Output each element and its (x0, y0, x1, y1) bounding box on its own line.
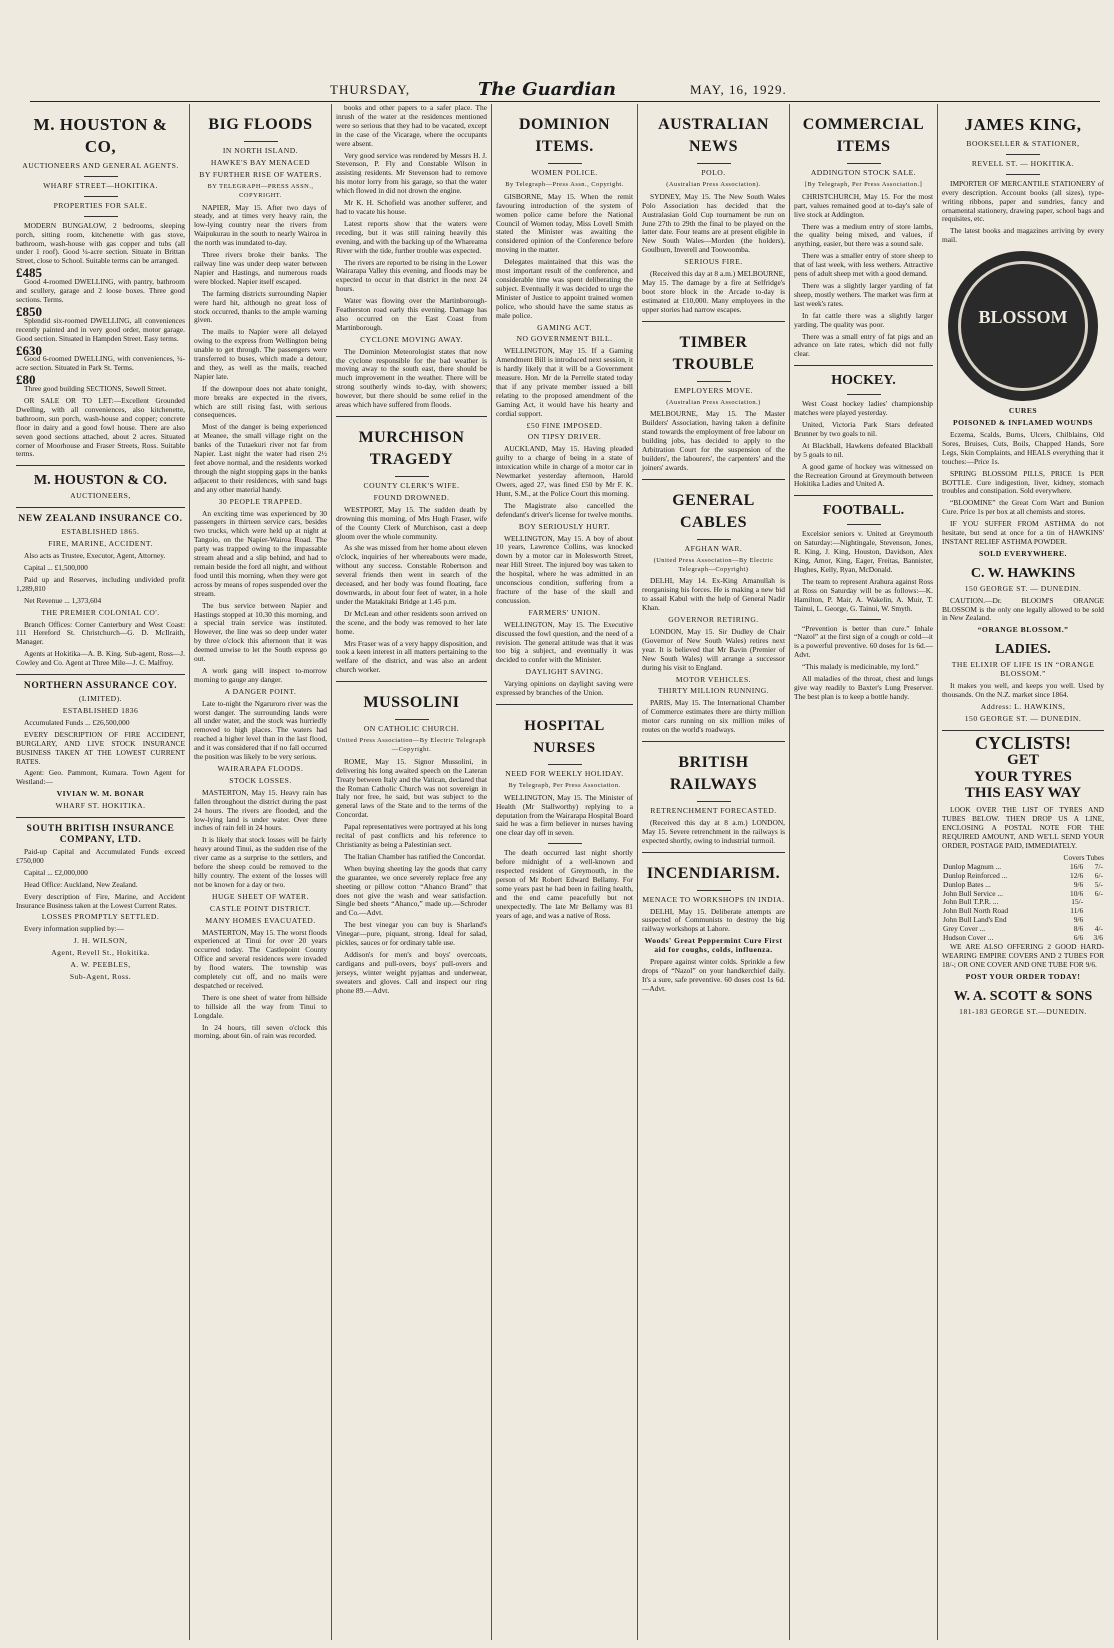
insurer-capital: Capital ... £1,500,000 (24, 563, 88, 572)
firm-name: M. HOUSTON & CO, (33, 115, 168, 156)
agent-name: A. W. PEEBLES, (70, 960, 131, 970)
divider (16, 507, 185, 508)
insurer-agent: Agent: Geo. Pammont, Kumara. Town Agent for Westland:— (16, 768, 185, 787)
article-paragraph: The rivers are reported to be rising in the Lower Wairarapa Valley this evening, and floods may be expected to occur in that district in the next 24 hours. (336, 257, 487, 294)
price: £630 (16, 342, 42, 358)
article-paragraph: In fat cattle there was a slightly larger yarding. The quality was poor. (794, 310, 933, 329)
divider (395, 476, 429, 477)
tyre-name: Dunlop Reinforced ... (943, 870, 1008, 880)
article-title: FOOTBALL. (822, 503, 905, 519)
divider (84, 216, 118, 217)
masthead (30, 78, 1100, 102)
property-listing: Three good building SECTIONS, Sewell Street. (24, 384, 167, 394)
tyre-name: John Bull North Road (943, 906, 1009, 916)
article-paragraph: An exciting time was experienced by 30 passengers in thirteen service cars, besides two trucks, which were held up at night at Tangoio, on the Napier-Wairoa Road. The party was trapped owing to the impassable stream ahead and a slip behind, and had to remain beside the ford all night, and without food until this morning, when they were got across by means of ropes suspended over the stream. (194, 508, 327, 598)
article-paragraph: Dr McLean and other residents soon arrived on the scene, and the body was removed to her late home. (336, 608, 487, 636)
article-subheading: 30 PEOPLE TRAPPED. (218, 496, 303, 506)
advert-paragraph: LOOK OVER THE LIST OF TYRES AND TUBES BELOW. THEN DROP US A LINE, ENCLOSING A POSTAL NOTE FOR THE REQUIRED AMOUNT, AND WE'LL SEND YOUR ORDER, POSTAGE PAID, IMMEDIATELY. (942, 805, 1104, 850)
price: £850 (16, 303, 42, 319)
divider (847, 163, 881, 164)
tyre-tube-price: 5/- (1094, 879, 1103, 889)
agent-name: VIVIAN W. M. BONAR (56, 789, 145, 799)
insurer-paid: Paid up and Reserves, including undivided profit 1,289,810 (16, 574, 185, 593)
article-paragraph: WESTPORT, May 15. The sudden death by drowning this morning, of Mrs Hugh Fraser, wife of the County Clerk of Murchison, cast a deep gloom over the whole community. (336, 504, 487, 541)
article-title: HOSPITAL NURSES (524, 717, 605, 756)
article-byline: By Telegraph, Per Press Association. (508, 781, 621, 789)
article-paragraph: As she was missed from her home about eleven o'clock, inquiries of her whereabouts were made, without any success. Constable Robertson and several friends then went in search of the deceased, and her body was found floating, face downwards, in about four feet of water, in a hole under the Matakitaki Bridge at 1.45 p.m. (336, 543, 487, 606)
article-subheading: SERIOUS FIRE. (684, 257, 743, 267)
article-subtitle: HAWKE'S BAY MENACED (210, 157, 311, 167)
advert-paragraph: “This malady is medicinable, my lord.” (802, 662, 919, 672)
advert-paragraph: The best vinegar you can buy is Sharland's Vinegar—pure, piquant, strong. Ideal for salad, pickles, sauces or for ordinary table use. (336, 920, 487, 948)
tyre-name: John Bull Service ... (943, 888, 1003, 898)
insurer-established: ESTABLISHED 1865. (61, 527, 140, 537)
article-subtitle: ON CATHOLIC CHURCH. (363, 724, 460, 734)
advert-paragraph: It makes you well, and keeps you well. Used by thousands. On the N.Z. market since 1864. (942, 681, 1104, 699)
tyre-tube-price: 6/- (1094, 888, 1103, 898)
section-heading: PROPERTIES FOR SALE. (53, 200, 148, 210)
article-subtitle: MENACE TO WORKSHOPS IN INDIA. (642, 894, 785, 904)
insurer-losses: LOSSES PROMPTLY SETTLED. (41, 912, 160, 922)
agent-name: J. H. WILSON, (73, 936, 128, 946)
article-byline: [By Telegraph, Per Press Association.] (804, 180, 923, 188)
tyre-name: John Bull Land's End (943, 915, 1007, 925)
divider (16, 817, 185, 818)
advert-paragraph: WE ARE ALSO OFFERING 2 GOOD HARD-WEARING EMPIRE COVERS AND 2 TUBES FOR 18/-; OR ONE COVER AND ONE TUBE FOR 9/6. (942, 941, 1104, 969)
article-subheading: CYCLONE MOVING AWAY. (360, 334, 463, 344)
divider (642, 321, 785, 322)
price: £485 (16, 265, 42, 281)
article-paragraph: There was a smaller entry of store sheep to that of last week, with less wethers. Attractive pens of adult sheep met with a good demand. (794, 251, 933, 279)
advert-subheading: THE ELIXIR OF LIFE IS IN “ORANGE BLOSSOM.” (951, 660, 1095, 679)
property-listing: Splendid six-roomed DWELLING, all conveniences recently painted and in very good order, motor garage. Good section. Situated in Hampden Street. Easy terms. (16, 315, 185, 343)
article-paragraph: WELLINGTON, May 15. A boy of about 10 years, Lawrence Collins, was knocked down by a motor car in Molesworth Street, near Hill Street. The injured boy was taken to the hospital, where he was admitted in an unconscious condition, suffering from a fracture of the base of the skull and concussion. (496, 533, 633, 605)
article-paragraph: Latest reports show that the waters were receding, but it was still raining heavily this evening, and with the backing up of the Whareama River with the tide, further trouble was expected. (336, 218, 487, 255)
article-paragraph: MASTERTON, May 15. The worst floods experienced at Tinui for over 20 years occurred today. The Castlepoint County Office and several residences were invaded by flood waters. The township was completely cut off, and no mails were despatched or received. (194, 927, 327, 990)
article-paragraph: The mails to Napier were all delayed owing to the express from Wellington being unable to get through. The passengers were transferred to buses, which made a detour, and they, as well as the mails, reached Napier late. (194, 327, 327, 381)
divider (697, 381, 731, 382)
divider (642, 741, 785, 742)
article-paragraph: WELLINGTON, May 15. If a Gaming Amendment Bill is introduced next session, it is hardly likely that it will be a Government measure. Hon. Mr de la Perrelle stated today that if any private member issued a bill relating to the proposed amendment of the Gaming Act, it would have his hearty and cordial support. (496, 346, 633, 418)
advertiser-address: 181-183 GEORGE ST.—DUNEDIN. (959, 1006, 1087, 1016)
advertiser-name: JAMES KING, (964, 115, 1082, 134)
insurer-info: Every information supplied by:— (24, 924, 124, 934)
divider (84, 176, 118, 177)
article-paragraph: There was a medium entry of store lambs, the quality being mixed, and values, if anything, easier, but there was a sound sale. (794, 221, 933, 249)
advertiser-address: REVELL ST. — HOKITIKA. (971, 158, 1075, 168)
tyre-name: Dunlop Bates ... (943, 879, 991, 889)
article-paragraph: There was a small entry of fat pigs and an advance on late rates, which did not fully clear. (794, 331, 933, 359)
article-subheading: NO GOVERNMENT BILL. (516, 334, 613, 344)
insurer-revenue: Net Revenue ... 1,373,604 (24, 595, 102, 605)
article-paragraph: Varying opinions on daylight saving were expressed by branches of the Union. (496, 679, 633, 698)
tyre-price-table (942, 863, 1104, 943)
seal-word: BLOSSOM (978, 307, 1068, 328)
insurer-text: EVERY DESCRIPTION OF FIRE ACCIDENT, BURGLARY, AND LIVE STOCK INSURANCE BUSINESS TAKEN AT THE LOWEST CURRENT RATES. (16, 729, 185, 766)
property-listing: Good 6-roomed DWELLING, with conveniences, ¼-acre section. Situated in Park St. Terms. (16, 354, 185, 373)
advert-headline: YOUR TYRES (974, 768, 1072, 785)
tyre-cover-price: 12/6 (1070, 870, 1084, 880)
article-title: BIG FLOODS (208, 116, 313, 133)
article-subtitle: IN NORTH ISLAND. (222, 146, 299, 155)
blossom-ointment-seal (948, 251, 1098, 401)
divider (496, 704, 633, 705)
divider (336, 681, 487, 682)
article-paragraph: Very good service was rendered by Messrs H. J. Stevenson, P. Fly and Constable Wilson in assisting residents. Mr Stevenson had to remove his motor lorry from his garage, so that the water which flowed in did not drown the engine. (336, 150, 487, 196)
property-listing: MODERN BUNGALOW, 2 bedrooms, sleeping porch, sitting room, kitchenette with gas stove, bathroom, wash-house with gas copper and tubs (all under 1 roof). Good ¼-acre section. Situate in Brittan Street, close to School. Suitable terms can be arranged. (16, 220, 185, 266)
article-subtitle: WOMEN POLICE. (531, 168, 598, 177)
article-subheading: ON TIPSY DRIVER. (527, 432, 602, 442)
tyre-table-header: Covers Tubes (1063, 852, 1104, 862)
advert-paragraph: Eczema, Scalds, Burns, Ulcers, Chilblains, Old Sores, Bruises, Cuts, Boils, Chapped Hands, Sore Legs, Skin Complaints, and HEALS everything that it touches:—Price 1s. (942, 429, 1104, 466)
divider (548, 843, 582, 844)
divider (336, 416, 487, 417)
divider (548, 163, 582, 164)
agent-address: WHARF ST. HOKITIKA. (55, 801, 146, 811)
column-5 (638, 104, 790, 1640)
article-paragraph: (Received this day at 8 a.m.) LONDON, May 15. Severe retrenchment in the railways is expected shortly, owing to industrial turmoil. (642, 817, 785, 845)
divider (794, 495, 933, 496)
tyre-tube-price: 7/- (1094, 861, 1103, 871)
advert-paragraph: SPRING BLOSSOM PILLS, PRICE 1s PER BOTTLE. Cure indigestion, liver, kidney, stomach troubles and constipation. Sold everywhere. (942, 468, 1104, 496)
insurer-type: FIRE, MARINE, ACCIDENT. (48, 539, 153, 549)
insurer-sub: THE PREMIER COLONIAL CO'. (41, 607, 160, 617)
article-subheading: £50 FINE IMPOSED. (526, 420, 603, 430)
article-subheading: STOCK LOSSES. (229, 775, 292, 785)
advertiser-address: 150 GEORGE ST. — DUNEDIN. (964, 583, 1082, 593)
article-paragraph: At Blackball, Hawkens defeated Blackball by 5 goals to nil. (794, 440, 933, 459)
insurer-name: NEW ZEALAND INSURANCE CO. (18, 514, 183, 525)
article-paragraph: CHRISTCHURCH, May 15. For the most part, values remained good at to-day's sale of live stock at Addington. (794, 191, 933, 219)
insurer-text: Also acts as Trustee, Executor, Agent, Attorney. (24, 551, 166, 561)
article-paragraph: WELLINGTON, May 15. The Executive discussed the fowl question, and the need of a revision. The general attitude was that it was too big a subject, and eventually it was decided to confer with the Minister. (496, 619, 633, 665)
newspaper-page (12, 104, 1108, 1640)
divider (16, 465, 185, 466)
article-paragraph: GISBORNE, May 15. When the remit favouring introduction of the system of women police came before the National Council of Women today, Miss Lovell Smith stated the Minister was awaiting the considered opinion of the Conference before moving in the matter. (496, 191, 633, 255)
advert-paragraph: Addison's for men's and boys' overcoats, cardigans and pull-overs, boys' pull-overs and jerseys, winter weight pyjamas and underwear, sweaters and gloves. Call and inspect our ring phone 89.—Advt. (336, 949, 487, 995)
article-subtitle: COUNTY CLERK'S WIFE. (363, 481, 460, 490)
masthead-date: MAY, 16, 1929. (690, 82, 787, 97)
article-paragraph: LONDON, May 15. Sir Dudley de Chair (Governor of New South Wales) retires next year. It is believed that Mr Bavin (Premier of New South Wales) will arrange a successor during his visit to England. (642, 627, 785, 672)
tyre-tube-price: 6/- (1094, 870, 1103, 880)
divider (16, 674, 185, 675)
article-subheading: MOTOR VEHICLES. (675, 674, 752, 684)
insurer-established: ESTABLISHED 1836 (62, 705, 139, 715)
article-subheading: BOY SERIOUSLY HURT. (518, 521, 611, 531)
article-paragraph: SYDNEY, May 15. The New South Wales Polo Association has decided that the Australasian Gold Cup tournament be run on June 27th to 29th the final to be played on the latter date. Four teams are at present eligible in New South Wales—Morden (the holders), Goulburn, Inverell and Toowoomba. (642, 191, 785, 255)
article-byline: United Press Association—By Electric Telegraph—Copyright. (336, 737, 487, 753)
advert-callout: POST YOUR ORDER TODAY! (965, 971, 1081, 981)
tyre-cover-price: 15/- (1071, 897, 1084, 907)
advert-heading: Woods' Great Peppermint Cure First aid for coughs, colds, influenza. (644, 936, 783, 955)
insurer-capital: Paid-up Capital and Accumulated Funds exceed £750,000 (16, 847, 185, 865)
advert-paragraph: All maladies of the throat, chest and lungs give way readily to Baxter's Lung Preserver. The best plan is to keep a bottle handy. (794, 674, 933, 701)
advertiser-name: C. W. HAWKINS (970, 565, 1076, 581)
article-title: INCENDIARISM. (646, 864, 781, 882)
tyre-name: Grey Cover ... (943, 924, 986, 934)
divider (942, 730, 1104, 731)
article-paragraph: It is likely that stock losses will be fairly heavy around Tinui, as the sudden rise of the river came as a surprise to the settlers, and before the sheep could be removed to the hilly country. The extent of the losses will not be known for a day or two. (194, 835, 327, 889)
article-paragraph: Most of the danger is being experienced at Meanee, the small village right on the banks of the Tutaekuri river not far from Napier. Last night the water had risen 2½ feet above normal, and the residents worked through the night stopping gaps in the banks adjacent to their residences, with sand bags and any other material handy. (194, 422, 327, 494)
article-paragraph: The Magistrate also cancelled the defendant's driver's license for twelve months. (496, 500, 633, 519)
article-paragraph: books and other papers to a safer place. The inrush of the water at the residences mentioned were so serious that they had to be vacated, except in the case of the Vicarage, where the occupants were absent. (336, 104, 487, 148)
price: £80 (16, 372, 36, 388)
article-paragraph: Late to-night the Ngaruroro river was the worst danger. The surrounding lands were all under water, and the stock was hurriedly removed to high places. The waters had reached a higher level than in the last flood, and it was considered that if no fall occurred the position was likely to be very serious. (194, 698, 327, 762)
insurer-agents: Agents at Hokitika—A. B. King. Sub-agent, Ross—J. Cowley and Co. Agent at Three Mile—J. C. Malfroy. (16, 649, 185, 668)
article-paragraph: Three rivers broke their banks. The railway line was under deep water between Napier and Hastings, and numerous roads were blocked. Napier itself escaped. (194, 250, 327, 286)
article-paragraph: The Dominion Meteorologist states that now the cyclone responsible for the bad weather is moving away to the south east, there should be much improvement in the weather. There will be strong southerly winds to-day, with showers; however, but there should be some relief in the areas which have suffered from floods. (336, 346, 487, 410)
advertiser-address: 150 GEORGE ST. — DUNEDIN. (964, 713, 1082, 723)
article-paragraph: The bus service between Napier and Hastings stopped at 10.30 this morning, and a special train service was instituted. However, the line was so deep under water by three o'clock this afternoon that it was deemed unwise to let the South express go out. (194, 600, 327, 664)
advertiser-name: W. A. SCOTT & SONS (953, 988, 1093, 1004)
divider (548, 764, 582, 765)
article-paragraph: WELLINGTON, May 15. The Minister of Health (Mr Stallworthy) replying to a deputation from the Wairarapa Hospital Board said he was a firm believer in nurses having one clear day off in seven. (496, 792, 633, 838)
insurer-funds: Accumulated Funds ... £26,500,000 (24, 717, 130, 727)
article-subheading: THIRTY MILLION RUNNING. (657, 686, 770, 696)
tyre-cover-price: 6/6 (1073, 933, 1084, 943)
article-paragraph: The farming districts surrounding Napier were hard hit, although no great loss of stock occurred, thanks to the ample warning given. (194, 288, 327, 325)
article-paragraph: There was a slightly larger yarding of fat sheep, mostly wethers. The market was firm at last week's rates. (794, 280, 933, 308)
article-paragraph: Delegates maintained that this was the most important result of the conference, and considerable time was spent deliberating the subject. Eventually it was decided to urge the Minister of Justice to appoint trained women police, who should have the same status as male police. (496, 257, 633, 320)
column-2 (190, 104, 332, 1640)
article-subheading: WAIRARAPA FLOODS. (217, 764, 304, 773)
article-subheading: MANY HOMES EVACUATED. (205, 915, 316, 925)
property-listing: Good 4-roomed DWELLING, with pantry, bathroom and scullery, garage and 2 loose boxes. Three good sections. Terms. (16, 277, 185, 304)
article-byline: (Australian Press Association.) (666, 398, 761, 406)
tyre-name: Dunlop Magnum ... (943, 861, 1002, 871)
column-1 (12, 104, 190, 1640)
firm-address: WHARF STREET—HOKITIKA. (43, 180, 158, 190)
divider (697, 890, 731, 891)
advert-paragraph: “Prevention is better than cure.” Inhale “Nazol” at the first sign of a cough or cold—it is a powerful preventive. 60 doses for 1s 6d.—Advt. (794, 623, 933, 660)
article-paragraph: NAPIER, May 15. After two days of steady, and at times very heavy rain, the low-lying country near the rivers from Waipukurau in the south to nearly Wairoa in the north was inundated to-day. (194, 202, 327, 248)
article-paragraph: Excelsior seniors v. United at Greymouth on Saturday:—Nightingale, Stevenson, Jones, R. King, J. King, Houston, Davidson, Alex King, Amor, King, Eager, Freitas, Bannister, Hughes, Kelly, Ryan, McDonald. (794, 529, 933, 574)
divider (395, 719, 429, 720)
divider (642, 852, 785, 853)
advert-paragraph: The latest books and magazines arriving by every mail. (942, 226, 1104, 245)
article-title: TIMBER TROUBLE (672, 333, 755, 373)
agent-address: Agent, Revell St., Hokitika. (51, 948, 150, 958)
tyre-cover-price: 9/6 (1073, 879, 1084, 889)
article-byline: (Australian Press Association). (666, 180, 761, 188)
article-subheading: A DANGER POINT. (224, 686, 297, 696)
article-paragraph: MELBOURNE, May 15. The Master Builders' Association, having taken a definite stand towards the employment of free labour on building jobs, has decided to apply to the Arbitration Court for the suspension of the builders', the labourers', the carpenters' and the joiners' awards. (642, 409, 785, 472)
article-title: MURCHISON TRAGEDY (358, 429, 465, 468)
divider (847, 394, 881, 395)
column-6 (790, 104, 938, 1640)
article-subtitle: RETRENCHMENT FORECASTED. (650, 805, 777, 815)
article-paragraph: DELHI, May 15. Deliberate attempts are suspected of Communists to destroy the big railway workshops at Lahore. (642, 906, 785, 934)
firm-name: M. HOUSTON & CO. (33, 473, 168, 489)
article-subtitle: EMPLOYERS MOVE. (674, 385, 753, 395)
firm-role: AUCTIONEERS AND GENERAL AGENTS. (22, 161, 179, 170)
article-paragraph: The death occurred last night shortly before midnight of a well-known and respected resident of Greymouth, in the person of Mr Robert Edward Bellamy. For some years past he had been in failing health, and the end came peacefully but not unexpectedly. The late Mr Bellamy was 81 years of age, and was a native of Ross. (496, 848, 633, 920)
newspaper-title: The Guardian (478, 79, 616, 100)
divider (847, 524, 881, 525)
divider (1006, 174, 1040, 175)
article-subheading: FARMERS' UNION. (528, 607, 601, 617)
article-title: MUSSOLINI (363, 694, 460, 712)
advert-paragraph: CAUTION.—Dr. BLOOM'S ORANGE BLOSSOM is the only one legally allowed to be sold in New Zealand. (942, 595, 1104, 623)
article-title: BRITISH RAILWAYS (669, 753, 758, 793)
article-paragraph: If the downpour does not abate tonight, more breaks are expected in the rivers, which are still rising fast, with serious consequences. (194, 383, 327, 420)
article-paragraph: DELHI, May 14. Ex-King Amanullah is reorganising his forces. He is making a new bid to assail Kabul with the help of General Nadir Khan. (642, 576, 785, 613)
insurer-limited: (LIMITED). (78, 694, 123, 704)
column-3 (332, 104, 492, 1640)
firm-role: AUCTIONEERS, (70, 491, 131, 501)
article-subtitle: AFGHAN WAR. (684, 543, 743, 553)
article-paragraph: Mr K. H. Schofield was another sufferer, and had to vacate his house. (336, 198, 487, 216)
article-paragraph: There is one sheet of water from hillside to hillside all the way from Tinui to Longdale. (194, 992, 327, 1020)
advert-paragraph: IF YOU SUFFER FROM ASTHMA do not hesitate, but send at once for a tin of HAWKINS' INSTANT RELIEF ASTHMA POWDER. (942, 519, 1104, 546)
divider (1006, 154, 1040, 155)
insurer-text: Every description of Fire, Marine, and Accident Insurance Business taken at the Lowest Current Rates. (16, 891, 185, 910)
advert-heading: CURES (1008, 406, 1038, 416)
article-paragraph: The Italian Chamber has ratified the Concordat. (344, 851, 486, 861)
advert-paragraph: IMPORTER OF MERCANTILE STATIONERY of every description. Account books (all sizes), type-writing ribbons, paper and sundries, fancy and ornamental stationery, drawing paper, school bags and requisites, etc. (942, 178, 1104, 224)
article-subtitle: FOUND DROWNED. (373, 492, 450, 502)
article-title: AUSTRALIAN NEWS (658, 116, 769, 155)
tyre-tube-price (1084, 898, 1104, 907)
article-paragraph: (Received this day at 8 a.m.) MELBOURNE, May 15. The damage by a fire at Selfridge's boot store block in the Arcade to-day is estimated at £10,000. Many employees in the upper stories had narrow escapes. (642, 269, 785, 314)
divider (642, 479, 785, 480)
insurer-head-office: Head Office: Auckland, New Zealand. (24, 879, 138, 889)
article-paragraph: Water was flowing over the Martinborough-Featherston road early this evening. Damage has also occurred on the East Coast from Martinborough. (336, 296, 487, 332)
tyre-cover-price: 11/6 (1070, 906, 1084, 916)
article-paragraph: Papal representatives were portrayed at his long recital of past conflicts and his reference to Christianity as being a Palestinian sect. (336, 822, 487, 849)
tyre-tube-price: 3/6 (1093, 933, 1103, 943)
article-paragraph: The team to represent Arahura against Ross at Ross on Saturday will be as follows:—K. Hamilton, P. Mair, A. Wakelin, A. Muir, T. Tainui, L. George, G. Tainui, W. Smyth. (794, 576, 933, 613)
divider (84, 196, 118, 197)
article-subheading: HUGE SHEET OF WATER. (211, 891, 310, 901)
advert-headline: THIS EASY WAY (964, 785, 1082, 802)
advert-heading: POISONED & INFLAMED WOUNDS (952, 418, 1094, 428)
article-title: HOCKEY. (831, 373, 896, 389)
insurer-name: NORTHERN ASSURANCE COY. (23, 681, 178, 692)
article-paragraph: West Coast hockey ladies' championship matches were played yesterday. (794, 399, 933, 418)
article-subheading: GAMING ACT. (537, 322, 592, 332)
article-subtitle: POLO. (701, 168, 726, 177)
article-subtitle: ADDINGTON STOCK SALE. (810, 168, 917, 177)
article-paragraph: MASTERTON, May 15. Heavy rain has fallen throughout the district during the past 24 hours. The rivers are flooded, and the low-lying land is under water. Over three inches of rain fell in 24 hours. (194, 787, 327, 833)
article-paragraph: In 24 hours, till seven o'clock this morning, about 6in. of rain was recorded. (194, 1022, 327, 1041)
article-subheading: DAYLIGHT SAVING. (525, 667, 604, 677)
insurer-capital: Capital ... £2,000,000 (24, 867, 88, 877)
property-listing: OR SALE OR TO LET:—Excellent Grounded Dwelling, with all conveniences, also kitchenette, bathroom, sun porch, wash-house and copper; concrete floor in dairy and a good fowl house. There are also seven good sections attached, about 2 acres. Situated corner of Moorhouse and Fraser Streets, Ross. Suitable terms. (16, 396, 185, 459)
divider (697, 539, 731, 540)
article-paragraph: PARIS, May 15. The International Chamber of Commerce estimates there are thirty million motor cars running on six million miles of routes on the world's roadways. (642, 698, 785, 735)
tyre-tube-price: 4/- (1094, 924, 1103, 934)
article-paragraph: ROME, May 15. Signor Mussolini, in delivering his long awaited speech on the Lateran Treaty between Italy and the Vatican, declared that the Roman Catholic Church was not sovereign in Italy nor free, he said, but was subject to the general laws of the State and to the terms of the Concordat. (336, 756, 487, 820)
insurer-branch: Branch Offices: Corner Canterbury and West Coast: 111 Hereford St. Christchurch—G. D. McIlraith, Manager. (16, 619, 185, 647)
column-4 (492, 104, 638, 1640)
advert-heading: SOLD EVERYWHERE. (979, 548, 1067, 558)
article-paragraph: AUCKLAND, May 15. Having pleaded guilty to a charge of being in a state of intoxication while in charge of a motor car in Newmarket yesterday afternoon, Harold Owers, aged 27, was fined £50 by Mr F. K. Hunt, S.M., at the Police Court this morning. (496, 444, 633, 498)
article-subheading: GOVERNOR RETIRING. (668, 615, 759, 625)
advert-paragraph: “BLOOMINE” the Great Corn Wart and Bunion Cure. Price 1s per box at all chemists and stores. (942, 498, 1104, 517)
article-paragraph: A work gang will inspect to-morrow morning to gauge any danger. (194, 665, 327, 684)
advert-paragraph: Prepare against winter colds. Sprinkle a few drops of “Nazol” on your handkerchief daily. It's a sure, safe preventive. 60 doses cost 1s 6d.—Advt. (642, 957, 785, 993)
advertiser-name: Address: L. HAWKINS, (980, 701, 1066, 711)
tyre-cover-price: 8/6 (1073, 924, 1084, 934)
article-paragraph: Mrs Fraser was of a very happy disposition, and took a keen interest in all matters pertaining to the welfare of the district, and was also an ardent church worker. (336, 638, 487, 675)
article-subheading: CASTLE POINT DISTRICT. (209, 903, 312, 913)
advert-heading: LADIES. (995, 642, 1051, 658)
divider (794, 365, 933, 366)
advert-heading: “ORANGE BLOSSOM.” (977, 625, 1069, 635)
article-subtitle: BY FURTHER RISE OF WATERS. (199, 169, 322, 179)
advert-headline: GET (1007, 751, 1039, 768)
insurer-name: SOUTH BRITISH INSURANCE COMPANY, LTD. (26, 824, 175, 846)
divider (847, 619, 881, 620)
advertiser-trade: BOOKSELLER & STATIONER, (966, 139, 1080, 148)
article-byline: BY TELEGRAPH—PRESS ASSN., COPYRIGHT. (207, 182, 314, 199)
tyre-tube-price (1084, 907, 1104, 916)
column-7 (938, 104, 1108, 1640)
article-title: COMMERCIAL ITEMS (802, 116, 925, 155)
tyre-name: John Bull T.P.R. ... (943, 897, 999, 907)
advert-paragraph: When buying sheeting lay the goods that carry the guarantee, we once severely replace free any sheeting or pillow cotton “Ahanco Brand” that does not give the wash and wear satisfaction. Single bed sheets “Ahanco,” made up.—Schroder and Co.—Advt. (336, 863, 487, 918)
article-byline: By Telegraph—Press Assn., Copyright. (505, 180, 624, 188)
advert-headline: CYCLISTS! (974, 732, 1072, 753)
tyre-name: Hudson Cover ... (943, 933, 994, 943)
divider (697, 163, 731, 164)
divider (697, 801, 731, 802)
masthead-day: THURSDAY, (330, 82, 411, 97)
agent-address: Sub-Agent, Ross. (69, 972, 132, 981)
article-paragraph: A good game of hockey was witnessed on the Recreation Ground at Greymouth between Hokitika Ladies and United A. (794, 461, 933, 489)
article-title: GENERAL CABLES (672, 491, 755, 531)
tyre-cover-price: 9/6 (1073, 915, 1084, 925)
article-subtitle: NEED FOR WEEKLY HOLIDAY. (505, 768, 624, 778)
article-byline: (United Press Association—By Electric Telegraph—Copyright) (653, 556, 774, 573)
divider (244, 141, 278, 142)
article-paragraph: United, Victoria Park Stars defeated Brunner by two goals to nil. (794, 420, 933, 438)
article-title: DOMINION ITEMS. (518, 116, 611, 155)
tyre-cover-price: 16/6 (1070, 861, 1084, 871)
tyre-cover-price: 10/6 (1070, 888, 1084, 898)
